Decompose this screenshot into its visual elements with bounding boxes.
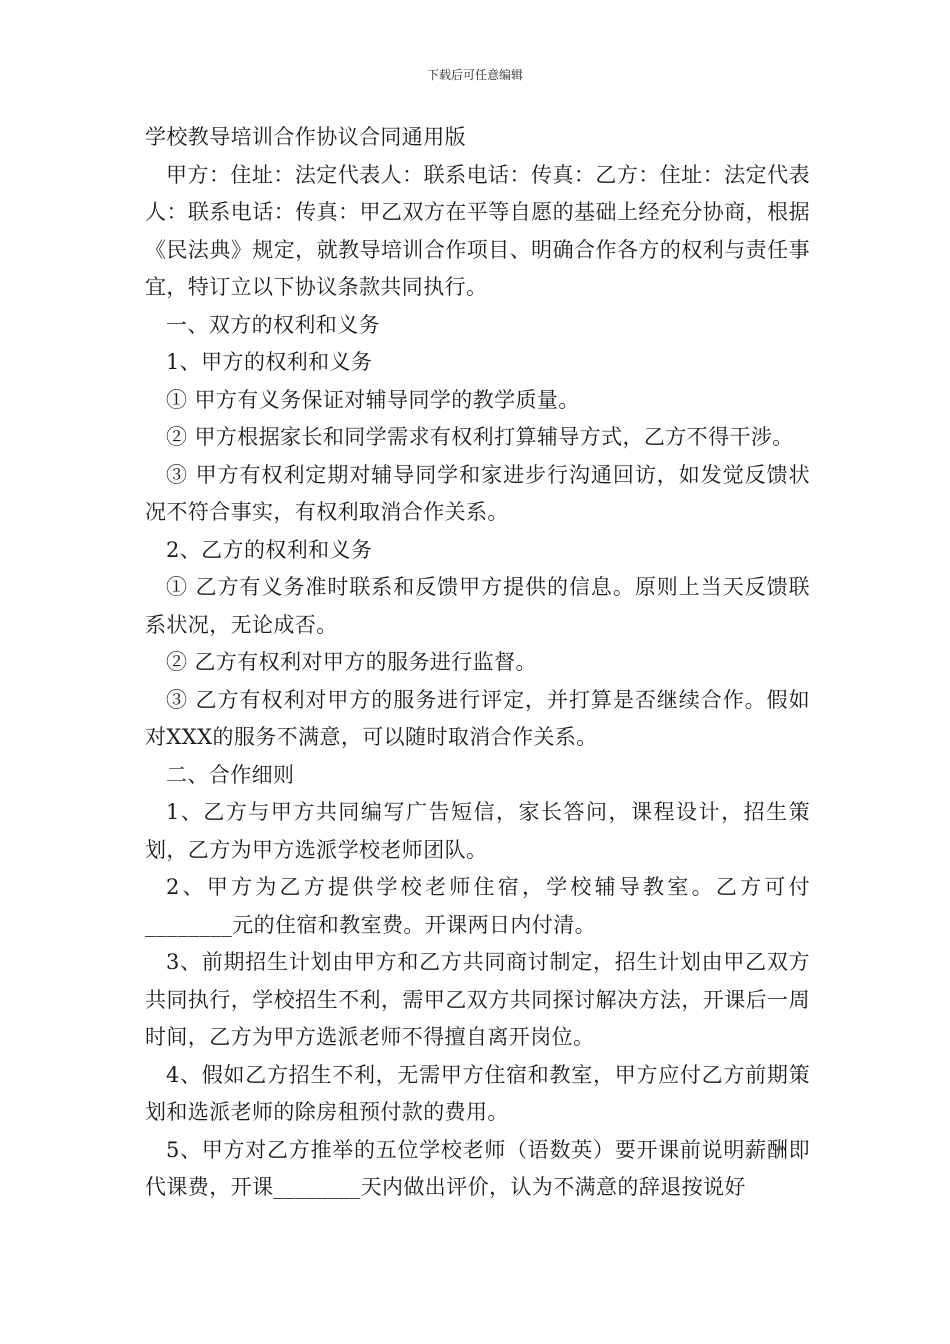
list-item: ① 甲方有义务保证对辅导同学的教学质量。 <box>166 387 580 412</box>
list-item: 5、甲方对乙方推举的五位学校老师（语数英）要开课前说明薪酬即代课费，开课________天内做出评价，认为不满意的辞退按说好 <box>145 1137 810 1199</box>
list-item: ③ 乙方有权利对甲方的服务进行评定，并打算是否继续合作。假如对XXX的服务不满意，可以随时取消合作关系。 <box>145 687 810 749</box>
list-item: 3、前期招生计划由甲方和乙方共同商讨制定，招生计划由甲乙双方共同执行，学校招生不利，需甲乙双方共同探讨解决方法，开课后一周时间，乙方为甲方选派老师不得擅自离开岗位。 <box>145 950 810 1049</box>
page-header: 下载后可任意编辑 <box>426 68 523 82</box>
list-item: ③ 甲方有权利定期对辅导同学和家进步行沟通回访，如发觉反馈状况不符合事实，有权利取消合作关系。 <box>145 462 810 524</box>
list-item: 1、乙方与甲方共同编写广告短信，家长答问，课程设计，招生策划，乙方为甲方选派学校老师团队。 <box>145 800 810 862</box>
section-heading: 二、合作细则 <box>166 762 295 787</box>
document-title: 学校教导培训合作协议合同通用版 <box>145 125 466 149</box>
list-item: 4、假如乙方招生不利，无需甲方住宿和教室，甲方应付乙方前期策划和选派老师的除房租预付款的费用。 <box>145 1062 810 1124</box>
section-heading: 一、双方的权利和义务 <box>166 312 380 337</box>
document-body <box>145 119 810 1207</box>
list-item: 2、甲方为乙方提供学校老师住宿，学校辅导教室。乙方可付________元的住宿和教室费。开课两日内付清。 <box>145 875 810 937</box>
intro-paragraph: 甲方：住址：法定代表人：联系电话：传真：乙方：住址：法定代表人：联系电话：传真：甲乙双方在平等自愿的基础上经充分协商，根据《民法典》规定，就教导培训合作项目、明确合作各方的权利与责任事宜，特订立以下协议条款共同执行。 <box>145 162 810 299</box>
subsection-heading: 1、甲方的权利和义务 <box>166 350 373 374</box>
list-item: ② 乙方有权利对甲方的服务进行监督。 <box>166 650 537 674</box>
list-item: ② 甲方根据家长和同学需求有权利打算辅导方式，乙方不得干涉。 <box>166 425 794 449</box>
subsection-heading: 2、乙方的权利和义务 <box>166 537 373 562</box>
list-item: ① 乙方有义务准时联系和反馈甲方提供的信息。原则上当天反馈联系状况，无论成否。 <box>145 575 810 637</box>
